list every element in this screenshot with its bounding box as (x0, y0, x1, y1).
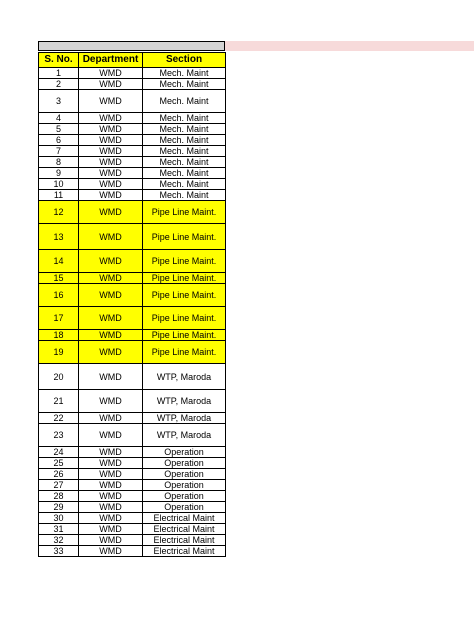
cell-section: Pipe Line Maint. (143, 250, 226, 273)
cell-section: Mech. Maint (143, 135, 226, 146)
table-row (39, 364, 226, 390)
cell-department: WMD (79, 535, 143, 546)
cell-department: WMD (79, 201, 143, 224)
table-row (39, 157, 226, 168)
table-row (39, 424, 226, 447)
cell-sno: 16 (39, 284, 79, 307)
cell-section: Mech. Maint (143, 113, 226, 124)
cell-section: Operation (143, 491, 226, 502)
header-section: Section (143, 53, 226, 68)
cell-section: Operation (143, 447, 226, 458)
cell-section: Mech. Maint (143, 146, 226, 157)
cell-department: WMD (79, 157, 143, 168)
cell-sno: 15 (39, 273, 79, 284)
cell-department: WMD (79, 307, 143, 330)
cell-sno: 9 (39, 168, 79, 179)
table-row (39, 535, 226, 546)
cell-section: Operation (143, 480, 226, 491)
cell-department: WMD (79, 146, 143, 157)
table-row (39, 284, 226, 307)
table-row (39, 513, 226, 524)
cell-section: Electrical Maint (143, 546, 226, 557)
cell-section: Mech. Maint (143, 124, 226, 135)
table-row (39, 447, 226, 458)
cell-section: WTP, Maroda (143, 364, 226, 390)
cell-sno: 29 (39, 502, 79, 513)
table-row (39, 146, 226, 157)
table-row (39, 79, 226, 90)
cell-sno: 6 (39, 135, 79, 146)
cell-sno: 1 (39, 68, 79, 79)
cell-section: Operation (143, 469, 226, 480)
cell-sno: 14 (39, 250, 79, 273)
cell-department: WMD (79, 179, 143, 190)
cell-department: WMD (79, 480, 143, 491)
cell-department: WMD (79, 190, 143, 201)
cell-sno: 30 (39, 513, 79, 524)
cell-section: Pipe Line Maint. (143, 284, 226, 307)
cell-section: Mech. Maint (143, 179, 226, 190)
cell-department: WMD (79, 502, 143, 513)
table-row (39, 124, 226, 135)
cell-section: Mech. Maint (143, 157, 226, 168)
header-department: Department (79, 53, 143, 68)
cell-sno: 2 (39, 79, 79, 90)
cell-department: WMD (79, 546, 143, 557)
table-row (39, 491, 226, 502)
table-row (39, 168, 226, 179)
table-row (39, 224, 226, 250)
cell-section: Pipe Line Maint. (143, 341, 226, 364)
cell-sno: 8 (39, 157, 79, 168)
cell-sno: 17 (39, 307, 79, 330)
cell-department: WMD (79, 79, 143, 90)
cell-section: Mech. Maint (143, 90, 226, 113)
cell-section: Mech. Maint (143, 68, 226, 79)
data-table (38, 52, 226, 557)
table-row (39, 341, 226, 364)
cell-department: WMD (79, 90, 143, 113)
cell-sno: 28 (39, 491, 79, 502)
title-strip (38, 41, 225, 51)
cell-department: WMD (79, 390, 143, 413)
cell-sno: 5 (39, 124, 79, 135)
cell-section: WTP, Maroda (143, 413, 226, 424)
cell-sno: 18 (39, 330, 79, 341)
cell-department: WMD (79, 469, 143, 480)
cell-sno: 20 (39, 364, 79, 390)
cell-department: WMD (79, 273, 143, 284)
table-row (39, 201, 226, 224)
cell-sno: 4 (39, 113, 79, 124)
cell-section: Pipe Line Maint. (143, 273, 226, 284)
table-row (39, 546, 226, 557)
table-row (39, 273, 226, 284)
table-row (39, 113, 226, 124)
header-row (39, 53, 226, 68)
cell-department: WMD (79, 124, 143, 135)
cell-department: WMD (79, 284, 143, 307)
cell-department: WMD (79, 113, 143, 124)
cell-section: Operation (143, 458, 226, 469)
cell-sno: 21 (39, 390, 79, 413)
table-row (39, 390, 226, 413)
cell-sno: 31 (39, 524, 79, 535)
cell-section: Pipe Line Maint. (143, 330, 226, 341)
cell-department: WMD (79, 250, 143, 273)
table-row (39, 190, 226, 201)
cell-department: WMD (79, 447, 143, 458)
cell-sno: 27 (39, 480, 79, 491)
cell-section: Electrical Maint (143, 524, 226, 535)
cell-section: Mech. Maint (143, 190, 226, 201)
table-body (39, 68, 226, 557)
table-row (39, 502, 226, 513)
cell-department: WMD (79, 524, 143, 535)
table-row (39, 68, 226, 79)
cell-department: WMD (79, 168, 143, 179)
cell-section: Electrical Maint (143, 535, 226, 546)
cell-sno: 22 (39, 413, 79, 424)
table-row (39, 330, 226, 341)
cell-section: Operation (143, 502, 226, 513)
cell-sno: 33 (39, 546, 79, 557)
table-row (39, 458, 226, 469)
table-row (39, 413, 226, 424)
cell-department: WMD (79, 341, 143, 364)
cell-sno: 32 (39, 535, 79, 546)
cell-department: WMD (79, 68, 143, 79)
cell-department: WMD (79, 491, 143, 502)
cell-sno: 25 (39, 458, 79, 469)
cell-section: Pipe Line Maint. (143, 307, 226, 330)
pink-strip (225, 41, 474, 51)
cell-section: WTP, Maroda (143, 390, 226, 413)
cell-sno: 23 (39, 424, 79, 447)
cell-department: WMD (79, 364, 143, 390)
header-sno: S. No. (39, 53, 79, 68)
table-row (39, 179, 226, 190)
cell-sno: 7 (39, 146, 79, 157)
cell-section: Mech. Maint (143, 79, 226, 90)
cell-sno: 3 (39, 90, 79, 113)
cell-sno: 24 (39, 447, 79, 458)
cell-sno: 13 (39, 224, 79, 250)
cell-section: Pipe Line Maint. (143, 224, 226, 250)
cell-department: WMD (79, 135, 143, 146)
table-row (39, 307, 226, 330)
cell-sno: 10 (39, 179, 79, 190)
cell-department: WMD (79, 330, 143, 341)
cell-section: Pipe Line Maint. (143, 201, 226, 224)
cell-department: WMD (79, 513, 143, 524)
table-row (39, 469, 226, 480)
cell-section: WTP, Maroda (143, 424, 226, 447)
table-row (39, 524, 226, 535)
cell-department: WMD (79, 424, 143, 447)
table-row (39, 90, 226, 113)
cell-section: Mech. Maint (143, 168, 226, 179)
cell-sno: 26 (39, 469, 79, 480)
cell-department: WMD (79, 458, 143, 469)
cell-sno: 12 (39, 201, 79, 224)
cell-department: WMD (79, 413, 143, 424)
cell-section: Electrical Maint (143, 513, 226, 524)
table-row (39, 480, 226, 491)
cell-sno: 11 (39, 190, 79, 201)
cell-sno: 19 (39, 341, 79, 364)
table-row (39, 250, 226, 273)
table-row (39, 135, 226, 146)
cell-department: WMD (79, 224, 143, 250)
